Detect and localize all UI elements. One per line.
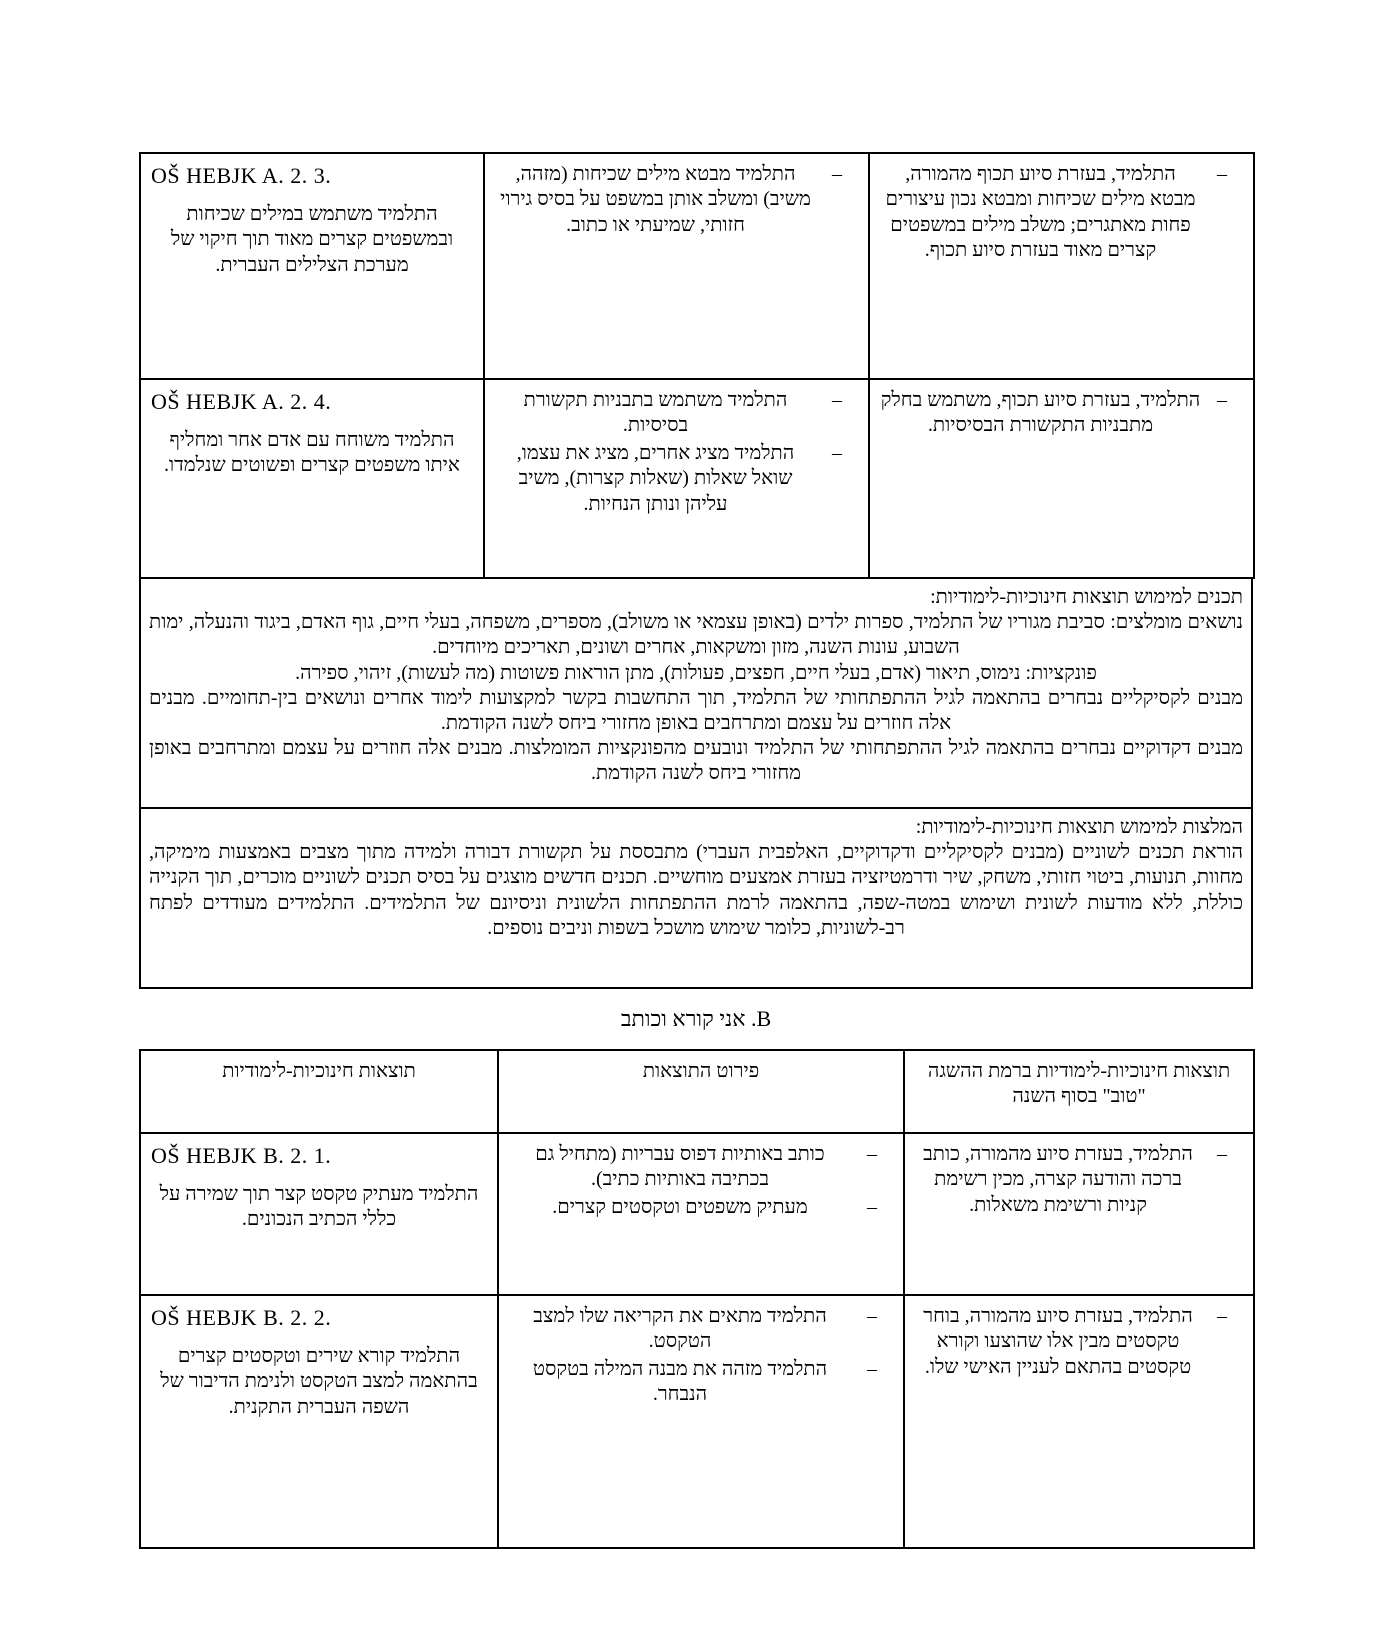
list-item <box>880 162 1243 264</box>
section-b-heading: B. אני קורא וכותב <box>620 1006 772 1031</box>
contents-block-title: תכנים למימוש תוצאות חינוכיות-לימודיות: <box>930 586 1243 608</box>
dash-bullet-icon: – <box>867 1143 877 1165</box>
outcome-cell <box>140 153 484 379</box>
good-level-text: התלמיד, בעזרת סיוע תכוף, משתמש בחלק מתבניות התקשורת הבסיסיות. <box>880 389 1201 437</box>
table-row-a23 <box>140 153 1254 379</box>
detail-text: התלמיד מבטא מילים שכיחות (מזהה, משיב) ומשלב אותן במשפט על בסיס גירוי חזותי, שמיעתי או כתוב. <box>500 163 811 236</box>
list-item <box>509 1304 893 1355</box>
list-item <box>915 1304 1243 1380</box>
table-row-b21 <box>140 1133 1254 1295</box>
contents-block <box>139 577 1253 809</box>
dash-bullet-icon: – <box>867 1195 877 1218</box>
contents-paragraph: פונקציות: נימוס, תיאור (אדם, בעלי חיים, חפצים, פעולות), מתן הוראות פשוטות (מה לעשות), זיהוי, ספירה. <box>295 661 1097 684</box>
outcome-text: התלמיד משוחח עם אדם אחר ומחליף איתו משפטים קצרים ופשוטים שנלמדו. <box>164 428 460 477</box>
details-cell <box>498 1133 904 1295</box>
recommendations-block-title: המלצות למימוש תוצאות חינוכיות-לימודיות: <box>915 816 1243 838</box>
dash-bullet-icon: – <box>832 163 842 185</box>
detail-text: התלמיד משתמש בתבניות תקשורת בסיסיות. <box>523 389 788 437</box>
good-level-cell <box>904 1133 1254 1295</box>
detail-text: כותב באותיות דפוס עבריות (מתחיל גם בכתיבה באותיות כתיב). <box>535 1143 825 1191</box>
good-level-text: התלמיד, בעזרת סיוע מהמורה, כותב ברכה והודעה קצרה, מכין רשימת קניות ורשימת משאלות. <box>923 1143 1193 1216</box>
dash-bullet-icon: – <box>832 389 842 411</box>
list-item <box>495 441 858 517</box>
detail-text: מעתיק משפטים וטקסטים קצרים. <box>552 1195 808 1218</box>
details-cell <box>484 153 869 379</box>
table-row-b22 <box>140 1295 1254 1548</box>
outcome-cell <box>140 1133 498 1295</box>
list-item <box>495 162 858 238</box>
list-item <box>509 1142 893 1193</box>
detail-text: התלמיד מזהה את מבנה המילה בטקסט הנבחר. <box>532 1357 828 1406</box>
dash-bullet-icon: – <box>1217 1143 1227 1165</box>
outcome-code: OŠ HEBJK B. 2. 2. <box>151 1305 332 1330</box>
outcomes-table-b <box>139 1049 1255 1549</box>
contents-paragraph: נושאים מומלצים: סביבת מגוריו של התלמיד, ספרות ילדים (באופן עצמאי או משולב), מספרים, משפחה, בעלי חיים, גוף האדם, ביגוד והנעלה, ימות השבוע, עונות השנה, מזון ומשקאות, אחרים ושונים, תאריכים מיוחדים. <box>149 611 1243 659</box>
good-level-cell <box>869 153 1254 379</box>
outcome-text: התלמיד משתמש במילים שכיחות ובמשפטים קצרים מאוד תוך חיקוי של מערכת הצלילים העברית. <box>170 202 454 276</box>
outcome-cell <box>140 379 484 578</box>
list-item <box>495 388 858 439</box>
dash-bullet-icon: – <box>832 441 842 464</box>
details-cell <box>484 379 869 578</box>
table-header-row <box>140 1050 1254 1133</box>
detail-text: התלמיד מתאים את הקריאה שלו למצב הטקסט. <box>533 1305 827 1353</box>
header-details: פירוט התוצאות <box>498 1050 904 1133</box>
dash-bullet-icon: – <box>1217 163 1227 185</box>
dash-bullet-icon: – <box>867 1305 877 1327</box>
document-content <box>139 152 1253 1549</box>
header-outcomes: תוצאות חינוכיות-לימודיות <box>140 1050 498 1133</box>
outcome-text: התלמיד מעתיק טקסט קצר תוך שמירה על כללי הכתיב הנכונים. <box>159 1182 479 1231</box>
good-level-cell <box>869 379 1254 578</box>
contents-paragraph: מבנים לקסיקליים נבחרים בהתאמה לגיל ההתפתחותי של התלמיד, תוך התחשבות בקשר למקצועות לימוד אחרים ונושאים בין-תחומיים. מבנים אלה חוזרים על עצמם ומתרחבים באופן מחזורי ביחס לשנה הקודמת. <box>149 686 1243 734</box>
list-item <box>880 388 1243 439</box>
outcomes-table-a <box>139 152 1255 579</box>
dash-bullet-icon: – <box>1217 1305 1227 1327</box>
good-level-text: התלמיד, בעזרת סיוע מהמורה, בוחר טקסטים מבין אלו שהוצעו וקורא טקסטים בהתאם לעניין האישי שלו. <box>923 1305 1193 1378</box>
list-item <box>509 1357 893 1408</box>
dash-bullet-icon: – <box>1217 389 1227 411</box>
good-level-cell <box>904 1295 1254 1548</box>
recommendations-paragraph: הוראת תכנים לשוניים (מבנים לקסיקליים ודקדוקיים, האלפבית העברי) מתבססת על תקשורת דבורה ולמידה מתוך מצבים באמצעות מימיקה, מחוות, תנועות, ביטוי חזותי, משחק, שיר ודרמטיזציה בעזרת אמצעים מוחשיים. תכנים חדשים מוצגים על בסיס תכנים לשוניים מוכרים, תוך הקנייה כוללת, ללא מודעות לשונית ושימוש במטה-שפה, בהתאמה לרמת ההתפתחות הלשונית וניסיונם של התלמידים. התלמידים מעודדים לפתח רב-לשוניות, כלומר שימוש מושכל בשפות וניבים נוספים. <box>149 841 1243 939</box>
outcome-code: OŠ HEBJK A. 2. 4. <box>151 389 332 414</box>
list-item <box>915 1142 1243 1218</box>
contents-paragraph: מבנים דקדוקיים נבחרים בהתאמה לגיל ההתפתחותי של התלמיד ונובעים מהפונקציות המומלצות. מבנים אלה חוזרים על עצמם ומתרחבים באופן מחזורי ביחס לשנה הקודמת. <box>149 737 1243 785</box>
outcome-code: OŠ HEBJK A. 2. 3. <box>151 163 332 188</box>
header-good-level: תוצאות חינוכיות-לימודיות ברמת ההשגה "טוב" בסוף השנה <box>904 1050 1254 1133</box>
table-row-a24 <box>140 379 1254 578</box>
outcome-code: OŠ HEBJK B. 2. 1. <box>151 1143 332 1168</box>
outcome-cell <box>140 1295 498 1548</box>
good-level-text: התלמיד, בעזרת סיוע תכוף מהמורה, מבטא מילים שכיחות ומבטא נכון עיצורים פחות מאתגרים; משלב מילים במשפטים קצרים מאוד בעזרת סיוע תכוף. <box>885 163 1196 262</box>
list-item <box>509 1195 893 1220</box>
outcome-text: התלמיד קורא שירים וטקסטים קצרים בהתאמה למצב הטקסט ולנימת הדיבור של השפה העברית התקנית. <box>160 1344 478 1418</box>
details-cell <box>498 1295 904 1548</box>
recommendations-block <box>139 807 1253 989</box>
dash-bullet-icon: – <box>867 1357 877 1380</box>
detail-text: התלמיד מציג אחרים, מציג את עצמו, שואל שאלות (שאלות קצרות), משיב עליהן ונותן הנחיות. <box>516 441 795 515</box>
